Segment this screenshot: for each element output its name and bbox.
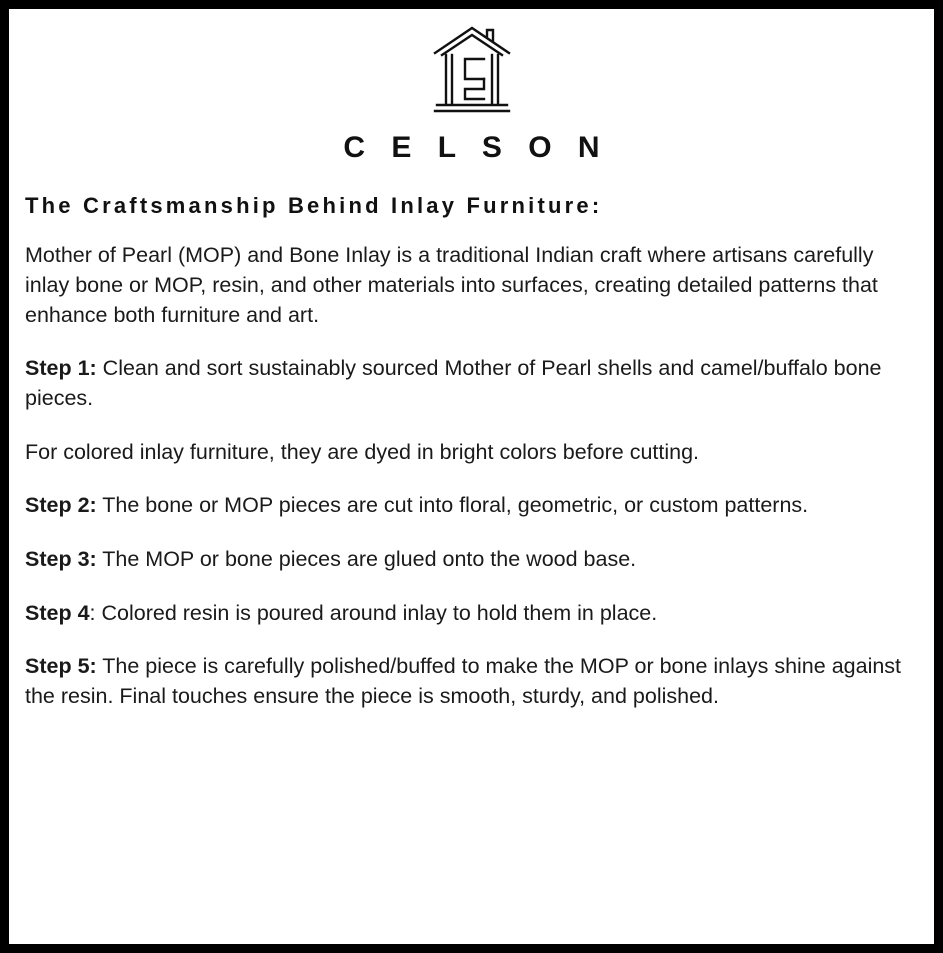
paragraph-step-2: [25, 491, 918, 521]
paragraph-step-5: [25, 652, 918, 711]
paragraph-text: Mother of Pearl (MOP) and Bone Inlay is a traditional Indian craft where artisans carefully inlay bone or MOP, resin, and other materials into surfaces, creating detailed patterns that enhance both furniture and art.: [25, 243, 878, 327]
paragraph-text: The bone or MOP pieces are cut into floral, geometric, or custom patterns.: [96, 493, 809, 518]
paragraph-lead: Step 5:: [25, 654, 97, 679]
body-copy: [25, 241, 918, 711]
paragraph-step-1: [25, 354, 918, 413]
brand-header: [25, 17, 918, 163]
page-title: The Craftsmanship Behind Inlay Furniture:: [25, 193, 603, 218]
paragraph-lead: Step 2:: [25, 493, 97, 518]
document-inner: [9, 9, 934, 944]
brand-name: C E L S O N: [343, 131, 609, 164]
paragraph-text: The piece is carefully polished/buffed to make the MOP or bone inlays shine against the resin. Final touches ensure the piece is smooth, sturdy, and polished.: [25, 654, 902, 708]
paragraph-step-3: [25, 545, 918, 575]
paragraph-text: For colored inlay furniture, they are dyed in bright colors before cutting.: [25, 439, 700, 464]
paragraph-intro: [25, 241, 918, 330]
paragraph-lead: Step 3:: [25, 546, 97, 571]
paragraph-text: : Colored resin is poured around inlay to hold them in place.: [89, 600, 658, 625]
paragraph-text: Clean and sort sustainably sourced Mother of Pearl shells and camel/buffalo bone pieces.: [25, 356, 882, 411]
paragraph-lead: Step 4: [25, 600, 90, 625]
paragraph-lead: Step 1:: [25, 356, 97, 381]
paragraph-step-4: [25, 599, 918, 629]
paragraph-text: The MOP or bone pieces are glued onto the wood base.: [96, 546, 637, 571]
house-monogram-logo-icon: [429, 23, 515, 119]
paragraph-colored-inlay: [25, 438, 918, 468]
